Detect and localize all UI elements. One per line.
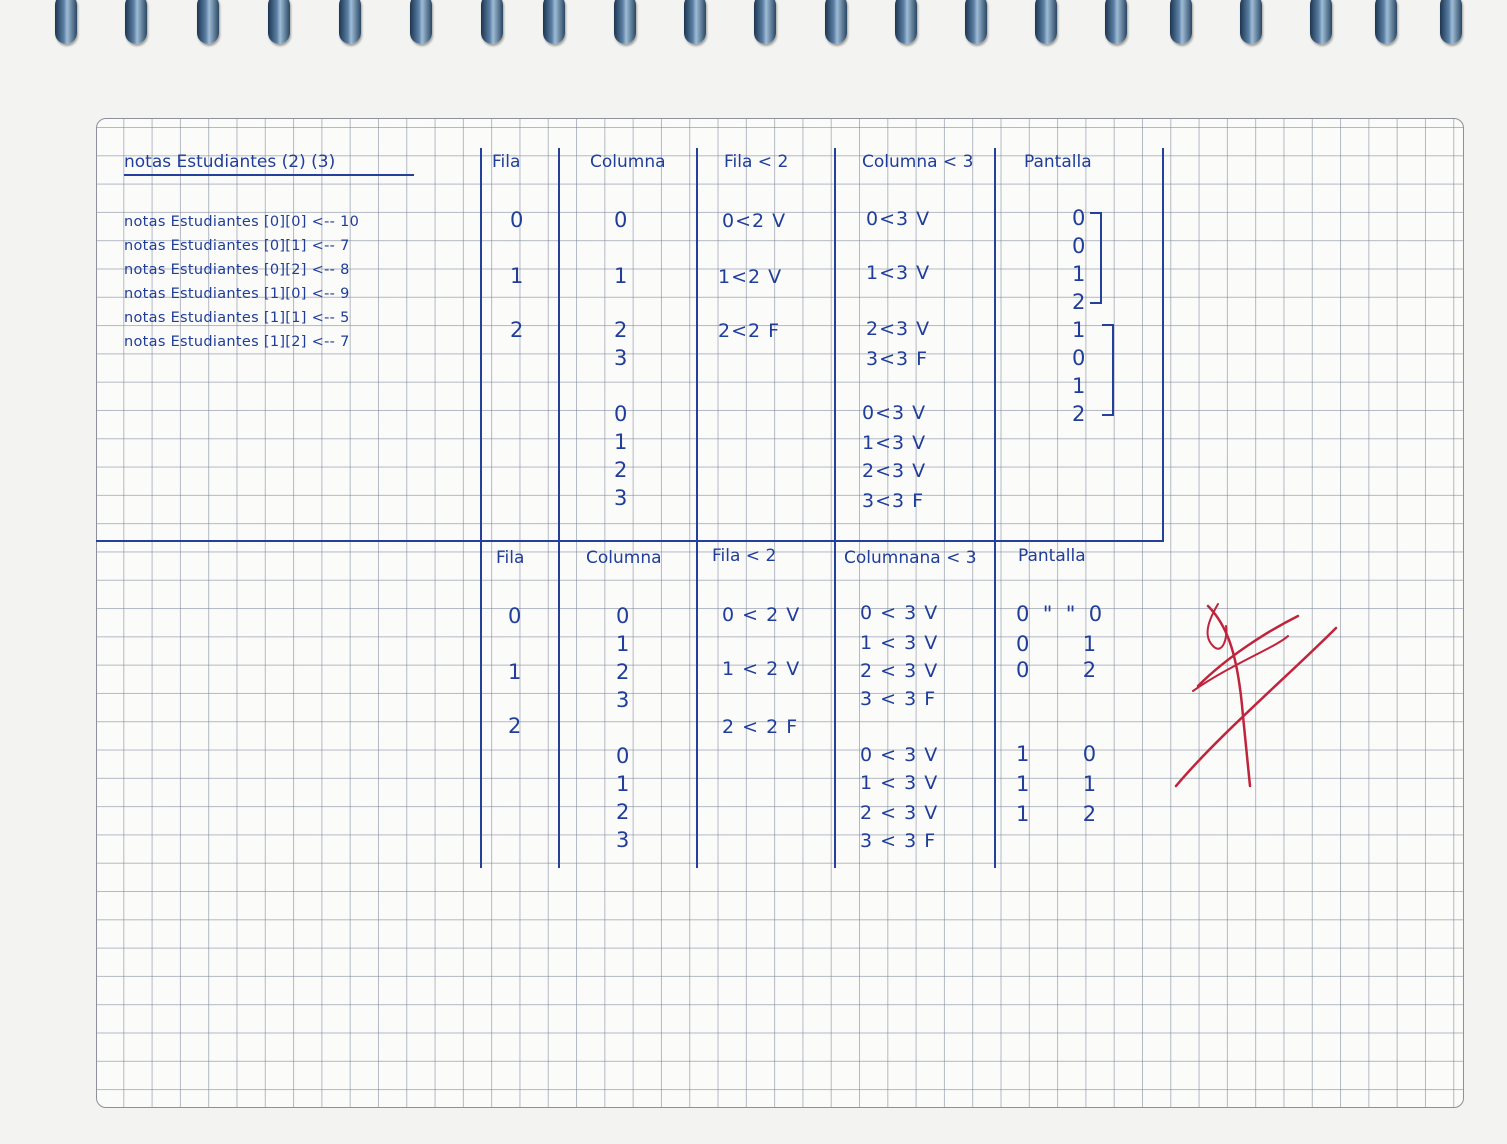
header-columna: Columna (586, 548, 662, 568)
section-divider (96, 540, 1164, 542)
spiral-ring (410, 0, 432, 44)
columna-condition-value: 2<3 V (862, 460, 927, 482)
columna-value: 0 (616, 604, 630, 628)
assignment-line: notas Estudiantes [1][1] <-- 5 (124, 310, 350, 326)
columna-condition-value: 1<3 V (866, 262, 931, 284)
fila-value: 0 (508, 604, 522, 628)
fila-value: 1 (510, 264, 524, 288)
pantalla-value: 0 (1072, 234, 1086, 258)
columna-value: 3 (616, 688, 630, 712)
columna-value: 3 (614, 486, 628, 510)
pantalla-row: 0 1 (1016, 632, 1097, 656)
spiral-ring (339, 0, 361, 44)
spiral-ring (754, 0, 776, 44)
columna-value: 2 (614, 318, 628, 342)
array-declaration: notas Estudiantes (2) (3) (124, 152, 336, 172)
assignment-line: notas Estudiantes [0][2] <-- 8 (124, 262, 350, 278)
columna-condition-value: 3<3 F (866, 348, 929, 370)
fila-value: 2 (510, 318, 524, 342)
header-fila-condition: Fila < 2 (724, 152, 789, 172)
columna-value: 3 (614, 346, 628, 370)
fila-condition-value: 1<2 V (718, 266, 783, 288)
row-group-bracket (1090, 212, 1102, 304)
notebook-spiral (0, 0, 1507, 60)
spiral-ring (1170, 0, 1192, 44)
spiral-ring (1240, 0, 1262, 44)
fila-condition-value: 1 < 2 V (722, 658, 801, 680)
column-divider (480, 148, 482, 868)
column-divider (994, 148, 996, 868)
pantalla-row: 1 1 (1016, 772, 1097, 796)
pantalla-row: 1 2 (1016, 802, 1097, 826)
assignment-line: notas Estudiantes [0][0] <-- 10 (124, 214, 360, 230)
assignment-line: notas Estudiantes [1][0] <-- 9 (124, 286, 350, 302)
columna-condition-value: 2 < 3 V (860, 802, 939, 824)
fila-condition-value: 2<2 F (718, 320, 781, 342)
red-check-mark (1168, 596, 1338, 796)
assignment-line: notas Estudiantes [0][1] <-- 7 (124, 238, 350, 254)
columna-value: 1 (616, 632, 630, 656)
column-divider (1162, 148, 1164, 540)
columna-value: 1 (614, 264, 628, 288)
columna-condition-value: 1<3 V (862, 432, 927, 454)
columna-condition-value: 0 < 3 V (860, 602, 939, 624)
row-group-bracket (1102, 324, 1114, 416)
pantalla-value: 1 (1072, 374, 1086, 398)
column-divider (834, 148, 836, 868)
pantalla-value: 2 (1072, 402, 1086, 426)
spiral-ring (1105, 0, 1127, 44)
columna-value: 0 (614, 208, 628, 232)
header-columna: Columna (590, 152, 666, 172)
spiral-ring (965, 0, 987, 44)
columna-condition-value: 1 < 3 V (860, 772, 939, 794)
spiral-ring (125, 0, 147, 44)
columna-value: 2 (614, 458, 628, 482)
fila-condition-value: 2 < 2 F (722, 716, 799, 738)
columna-condition-value: 2<3 V (866, 318, 931, 340)
spiral-ring (825, 0, 847, 44)
fila-value: 1 (508, 660, 522, 684)
header-columna-condition: Columnana < 3 (844, 548, 977, 568)
pantalla-row: 1 0 (1016, 742, 1097, 766)
columna-condition-value: 0<3 V (866, 208, 931, 230)
header-fila: Fila (492, 152, 521, 172)
spiral-ring (614, 0, 636, 44)
spiral-ring (197, 0, 219, 44)
header-pantalla: Pantalla (1018, 546, 1086, 566)
fila-condition-value: 0<2 V (722, 210, 787, 232)
columna-value: 0 (616, 744, 630, 768)
spiral-ring (1375, 0, 1397, 44)
column-divider (696, 148, 698, 868)
fila-value: 2 (508, 714, 522, 738)
header-pantalla: Pantalla (1024, 152, 1092, 172)
columna-value: 0 (614, 402, 628, 426)
header-columna-condition: Columna < 3 (862, 152, 974, 172)
columna-condition-value: 0<3 V (862, 402, 927, 424)
columna-value: 2 (616, 800, 630, 824)
header-fila-condition: Fila < 2 (712, 546, 777, 566)
spiral-ring (1035, 0, 1057, 44)
columna-condition-value: 0 < 3 V (860, 744, 939, 766)
pantalla-value: 1 (1072, 318, 1086, 342)
fila-condition-value: 0 < 2 V (722, 604, 801, 626)
assignment-line: notas Estudiantes [1][2] <-- 7 (124, 334, 350, 350)
fila-value: 0 (510, 208, 524, 232)
columna-condition-value: 1 < 3 V (860, 632, 939, 654)
pantalla-row: 0 " " 0 (1016, 602, 1103, 626)
pantalla-value: 2 (1072, 290, 1086, 314)
columna-value: 1 (616, 772, 630, 796)
columna-condition-value: 2 < 3 V (860, 660, 939, 682)
pantalla-value: 1 (1072, 262, 1086, 286)
spiral-ring (684, 0, 706, 44)
header-fila: Fila (496, 548, 525, 568)
spiral-ring (481, 0, 503, 44)
spiral-ring (268, 0, 290, 44)
spiral-ring (1440, 0, 1462, 44)
spiral-ring (55, 0, 77, 44)
pantalla-value: 0 (1072, 346, 1086, 370)
columna-value: 2 (616, 660, 630, 684)
declaration-underline (124, 174, 414, 176)
spiral-ring (543, 0, 565, 44)
columna-condition-value: 3 < 3 F (860, 830, 937, 852)
pantalla-value: 0 (1072, 206, 1086, 230)
columna-value: 3 (616, 828, 630, 852)
column-divider (558, 148, 560, 868)
columna-condition-value: 3<3 F (862, 490, 925, 512)
columna-condition-value: 3 < 3 F (860, 688, 937, 710)
spiral-ring (895, 0, 917, 44)
columna-value: 1 (614, 430, 628, 454)
spiral-ring (1310, 0, 1332, 44)
pantalla-row: 0 2 (1016, 658, 1097, 682)
